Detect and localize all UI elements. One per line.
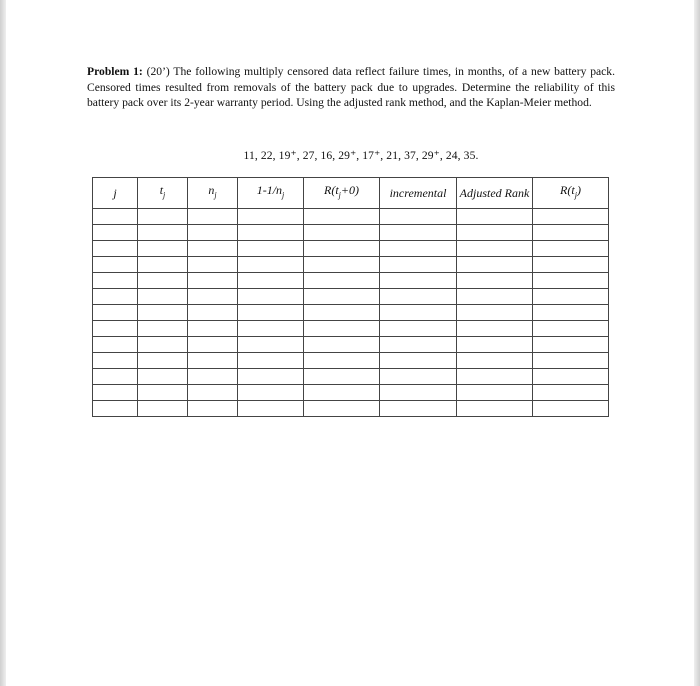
table-cell[interactable] — [188, 225, 238, 241]
table-cell[interactable] — [188, 241, 238, 257]
table-cell[interactable] — [304, 353, 380, 369]
table-cell[interactable] — [304, 225, 380, 241]
table-cell[interactable] — [188, 321, 238, 337]
table-row — [93, 209, 609, 225]
table-cell[interactable] — [533, 337, 609, 353]
table-cell[interactable] — [533, 257, 609, 273]
table-cell[interactable] — [457, 401, 533, 417]
table-cell[interactable] — [188, 273, 238, 289]
table-cell[interactable] — [457, 353, 533, 369]
table-cell[interactable] — [238, 289, 304, 305]
table-cell[interactable] — [380, 257, 457, 273]
table-row — [93, 257, 609, 273]
table-cell[interactable] — [533, 289, 609, 305]
table-cell[interactable] — [93, 305, 138, 321]
table-cell[interactable] — [380, 305, 457, 321]
failure-times-text: 11, 22, 19⁺, 27, 16, 29⁺, 17⁺, 21, 37, 29⁺, 24, 35. — [243, 149, 479, 162]
table-cell[interactable] — [238, 353, 304, 369]
table-header-row — [93, 178, 609, 209]
table-cell[interactable] — [457, 305, 533, 321]
table-cell[interactable] — [138, 401, 188, 417]
table-row — [93, 273, 609, 289]
table-cell[interactable] — [304, 241, 380, 257]
page-edge-left — [0, 0, 6, 686]
header-tj: $t_j$ — [138, 178, 188, 209]
table-cell[interactable] — [138, 369, 188, 385]
table-cell[interactable] — [93, 273, 138, 289]
table-cell[interactable] — [238, 337, 304, 353]
table-cell[interactable] — [188, 353, 238, 369]
table-cell[interactable] — [380, 209, 457, 225]
table-cell[interactable] — [93, 321, 138, 337]
table-cell[interactable] — [457, 257, 533, 273]
table-cell[interactable] — [304, 305, 380, 321]
table-cell[interactable] — [138, 337, 188, 353]
table-row — [93, 289, 609, 305]
table-cell[interactable] — [188, 337, 238, 353]
table-cell[interactable] — [93, 241, 138, 257]
table-cell[interactable] — [457, 289, 533, 305]
table-cell[interactable] — [138, 225, 188, 241]
header-adjusted-rank: Adjusted Rank — [457, 178, 533, 209]
table-cell[interactable] — [533, 241, 609, 257]
table-cell[interactable] — [533, 353, 609, 369]
table-row — [93, 225, 609, 241]
table-cell[interactable] — [457, 225, 533, 241]
table-cell[interactable] — [380, 241, 457, 257]
table-cell[interactable] — [238, 209, 304, 225]
table-cell[interactable] — [238, 257, 304, 273]
table-row — [93, 385, 609, 401]
table-cell[interactable] — [304, 209, 380, 225]
problem-label: Problem 1: — [87, 65, 143, 78]
table-cell[interactable] — [93, 337, 138, 353]
table-cell[interactable] — [533, 273, 609, 289]
table-cell[interactable] — [93, 401, 138, 417]
table-cell[interactable] — [304, 385, 380, 401]
table-cell[interactable] — [188, 385, 238, 401]
table-cell[interactable] — [93, 209, 138, 225]
table-cell[interactable] — [138, 305, 188, 321]
table-cell[interactable] — [238, 401, 304, 417]
table-cell[interactable] — [533, 305, 609, 321]
table-cell[interactable] — [304, 401, 380, 417]
table-cell[interactable] — [188, 257, 238, 273]
table-cell[interactable] — [138, 241, 188, 257]
table-cell[interactable] — [93, 369, 138, 385]
table-cell[interactable] — [93, 353, 138, 369]
table-cell[interactable] — [380, 401, 457, 417]
table-cell[interactable] — [380, 337, 457, 353]
table-cell[interactable] — [304, 321, 380, 337]
kaplan-meier-table — [92, 177, 609, 417]
table-cell[interactable] — [380, 225, 457, 241]
table-cell[interactable] — [138, 273, 188, 289]
problem-statement — [87, 64, 615, 111]
header-incremental: incremental — [380, 178, 457, 209]
table-row — [93, 369, 609, 385]
table-row — [93, 353, 609, 369]
table-row — [93, 321, 609, 337]
table-cell[interactable] — [138, 321, 188, 337]
table-cell[interactable] — [380, 289, 457, 305]
table-cell[interactable] — [457, 209, 533, 225]
table-cell[interactable] — [457, 241, 533, 257]
table-cell[interactable] — [304, 289, 380, 305]
table-cell[interactable] — [380, 353, 457, 369]
table-row — [93, 401, 609, 417]
table-cell[interactable] — [304, 257, 380, 273]
table-cell[interactable] — [188, 289, 238, 305]
header-r-tj: $R(t_j)$ — [533, 178, 609, 209]
table-cell[interactable] — [138, 385, 188, 401]
table-cell[interactable] — [380, 321, 457, 337]
page-edge-right — [694, 0, 700, 686]
table-cell[interactable] — [304, 337, 380, 353]
failure-times-data — [0, 148, 700, 162]
table-cell[interactable] — [533, 209, 609, 225]
table-cell[interactable] — [188, 369, 238, 385]
table-cell[interactable] — [238, 385, 304, 401]
table-cell[interactable] — [533, 225, 609, 241]
table-row — [93, 305, 609, 321]
table-cell[interactable] — [238, 369, 304, 385]
table-cell[interactable] — [138, 353, 188, 369]
table-cell[interactable] — [188, 209, 238, 225]
table-cell[interactable] — [533, 385, 609, 401]
table-cell[interactable] — [93, 225, 138, 241]
table-cell[interactable] — [238, 273, 304, 289]
header-r-tj-plus-0: $R(t_j+0)$ — [304, 178, 380, 209]
table-cell[interactable] — [457, 385, 533, 401]
table-row — [93, 337, 609, 353]
table-cell[interactable] — [238, 225, 304, 241]
table-body — [93, 209, 609, 417]
table-row — [93, 241, 609, 257]
table-cell[interactable] — [188, 401, 238, 417]
header-j: j — [93, 178, 138, 209]
table-cell[interactable] — [93, 385, 138, 401]
table-cell[interactable] — [380, 369, 457, 385]
table-cell[interactable] — [238, 305, 304, 321]
table-cell[interactable] — [138, 289, 188, 305]
table-cell[interactable] — [93, 257, 138, 273]
table-cell[interactable] — [457, 321, 533, 337]
table-cell[interactable] — [93, 289, 138, 305]
table-cell[interactable] — [304, 273, 380, 289]
table-cell[interactable] — [457, 369, 533, 385]
table-cell[interactable] — [380, 273, 457, 289]
problem-text: (20’) The following multiply censored data reflect failure times, in months, of a new battery pack. Censored times resulted from removals of the battery pack due to upgrades. Determine the reliability of this battery pack over its 2-year warranty period. Using the adjusted rank method, and the Kaplan-Meier method. — [87, 65, 615, 110]
table-cell[interactable] — [533, 401, 609, 417]
table-cell[interactable] — [533, 321, 609, 337]
table-cell[interactable] — [457, 273, 533, 289]
table-cell[interactable] — [533, 369, 609, 385]
table-cell[interactable] — [304, 369, 380, 385]
table-cell[interactable] — [138, 257, 188, 273]
header-nj: $n_j$ — [188, 178, 238, 209]
table-cell[interactable] — [380, 385, 457, 401]
table-cell[interactable] — [238, 321, 304, 337]
header-one-minus-inv-nj: $1-1/n_j$ — [238, 178, 304, 209]
table-cell[interactable] — [138, 209, 188, 225]
table-cell[interactable] — [188, 305, 238, 321]
table-cell[interactable] — [457, 337, 533, 353]
table-cell[interactable] — [238, 241, 304, 257]
